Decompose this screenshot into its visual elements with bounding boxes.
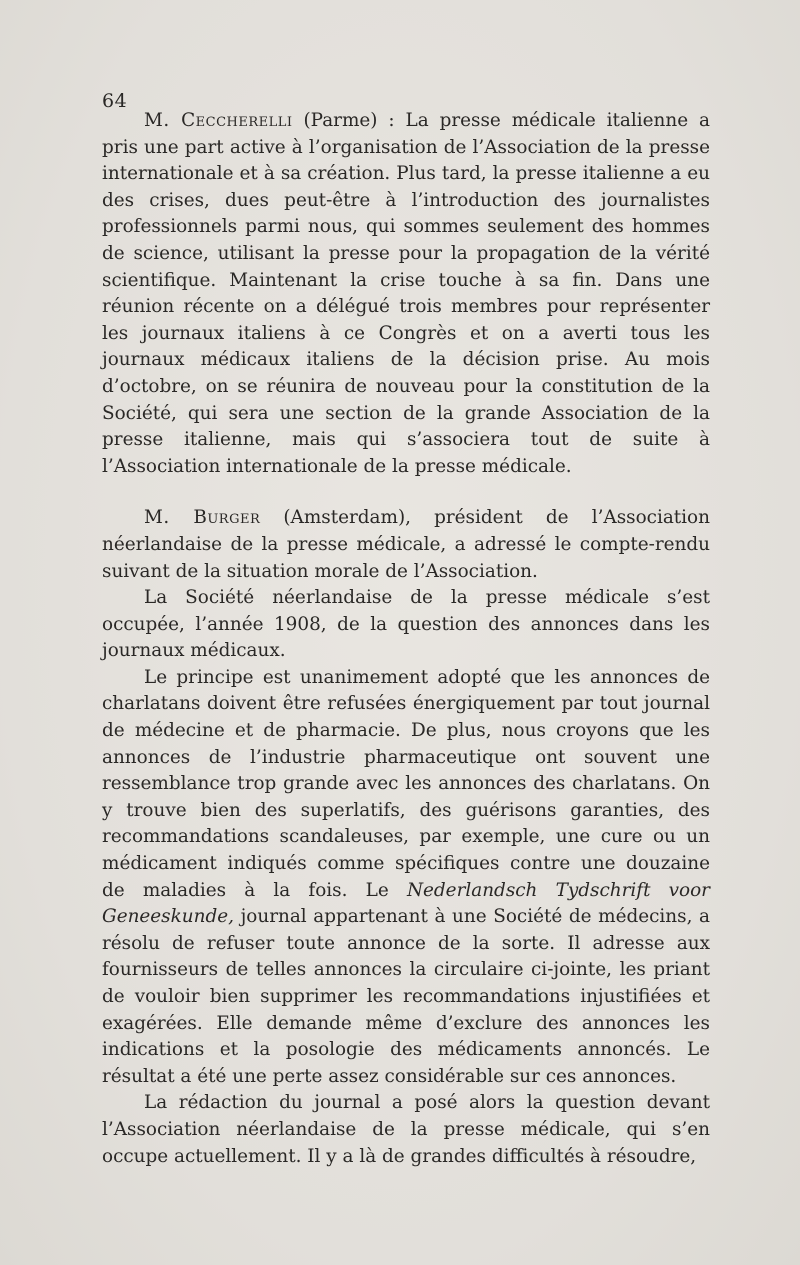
paragraph-ceccherelli xyxy=(102,108,710,480)
paragraph-text: journal appartenant à une Société de médecins, a résolu de refuser toute annonce de la sorte. Il adresse aux fournisseurs de telles annonces la circulaire ci-jointe, les priant de vouloir bien supprimer les recommandations injustifiées et exagérées. Elle demande même d’exclure des annonces les indications et la posologie des médicaments annoncés. Le résultat a été une perte assez considérable sur ces annonces. xyxy=(102,906,710,1087)
speaker-name: M. Burger xyxy=(144,507,261,529)
journal-title: Nederlandsch Tydschrift voor Geneeskunde, xyxy=(102,879,710,928)
speaker-name: M. Ceccherelli xyxy=(144,110,293,131)
paragraph-burger xyxy=(102,505,710,585)
paragraph-text: La Société néerlandaise de la presse médicale s’est occupée, l’année 1908, de la question des annonces dans les journaux médicaux. xyxy=(102,587,710,662)
paragraph-text: Le principe est unanimement adopté que les annonces de charlatans doivent être refusées énergiquement par tout journal de médecine et de pharmacie. De plus, nous croyons que les annonces de l’industrie pharmaceutique ont souvent une ressemblance trop grande avec les annonces des charlatans. On y trouve bien des superlatifs, des guérisons garanties, des recommandations scandaleuses, par exemple, une cure ou un médicament indiqués comme spécifiques contre une douzaine de maladies à la fois. Le xyxy=(102,666,710,901)
paragraph-principe xyxy=(102,665,710,1091)
paragraph-text: La rédaction du journal a posé alors la question devant l’Association néerlandaise de la presse médicale, qui s’en occupe actuellement. Il y a là de grandes difficultés à résoudre, xyxy=(102,1092,710,1167)
paragraph-annonces xyxy=(102,585,710,665)
paragraph-text: (Parme) : La presse médicale italienne a pris une part active à l’organisation de l’Association de la presse internationale et à sa création. Plus tard, la presse italienne a eu des crises, dues peut-être à l’introduction des journalistes professionnels parmi nous, qui sommes seulement des hommes de science, utilisant la presse pour la propagation de la vérité scientifique. Maintenant la crise touche à sa fin. Dans une réunion récente on a délégué trois membres pour représenter les journaux italiens à ce Congrès et on a averti tous les journaux médicaux italiens de la décision prise. Au mois d’octobre, on se réunira de nouveau pour la constitution de la Société, qui sera une section de la grande Association de la presse italienne, mais qui s’associera tout de suite à l’Association internationale de la presse médicale. xyxy=(102,110,710,477)
body-text xyxy=(102,108,710,1170)
page-number: 64 xyxy=(102,90,128,112)
paragraph-text: (Amsterdam), président de l’Association néerlandaise de la presse médicale, a adressé le compte-rendu suivant de la situation morale de l’Association. xyxy=(102,507,710,582)
paragraph-redaction xyxy=(102,1090,710,1170)
